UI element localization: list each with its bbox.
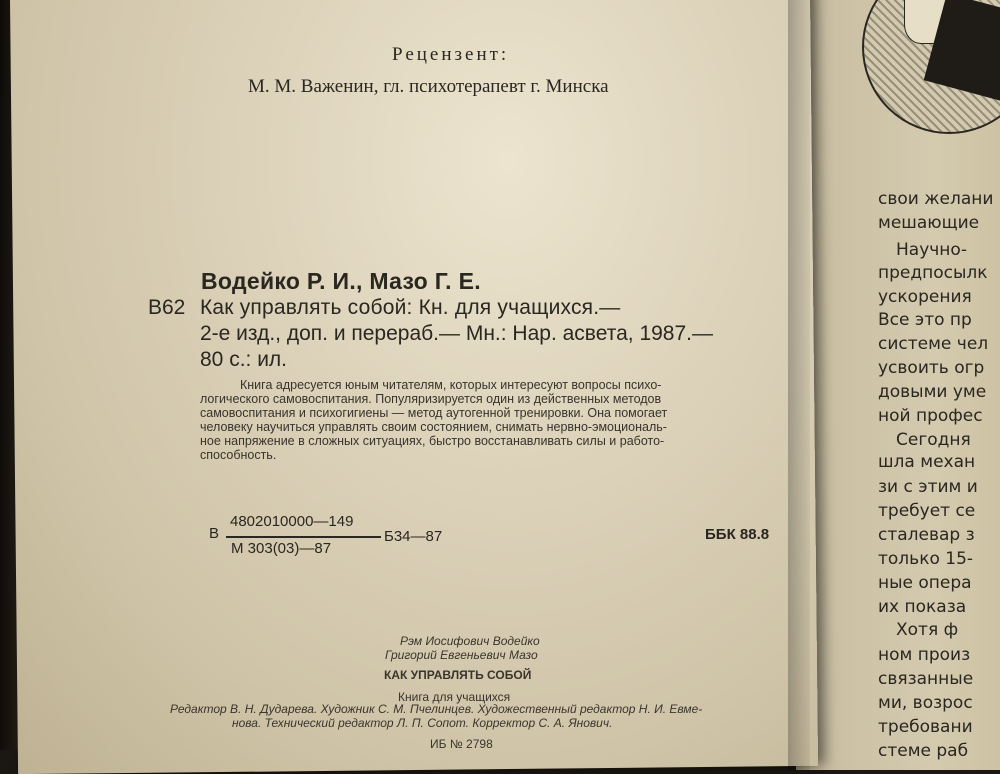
- abstract-line: самовоспитания и психогигиены — метод аутогенной тренировки. Она помогает: [200, 406, 668, 420]
- right-page-line: Хотя ф: [896, 620, 959, 640]
- right-page-line: ные опера: [878, 573, 972, 593]
- right-page-line: мешающие: [878, 213, 980, 233]
- index-suffix: Б34—87: [384, 528, 443, 545]
- right-page-line: свои желани: [878, 189, 994, 209]
- right-page-line: стеме раб: [878, 741, 969, 761]
- right-page-line: предпосылк: [878, 263, 988, 283]
- right-page-line: Научно-: [896, 240, 967, 260]
- right-page-line: ной профес: [878, 406, 983, 426]
- right-page-line: требовани: [878, 717, 973, 737]
- right-page-line: ном произ: [878, 645, 971, 665]
- right-page-line: Все это пр: [878, 310, 972, 330]
- index-denominator: М 303(03)—87: [231, 540, 332, 557]
- abstract-line: логического самовоспитания. Популяризируется один из действенных методов: [200, 392, 662, 406]
- index-numerator: 4802010000—149: [230, 513, 354, 530]
- page-gutter: [788, 0, 810, 770]
- right-page-line: ускорения: [878, 287, 972, 307]
- classification-code: В62: [148, 296, 186, 319]
- imprint-credits-1: Редактор В. Н. Дударева. Художник С. М. Пчелинцев. Художественный редактор Н. И. Евме-: [170, 702, 703, 716]
- imprint-author-2: Григорий Евгеньевич Мазо: [385, 648, 538, 662]
- right-page-line: ми, возрос: [878, 693, 973, 713]
- imprint-credits-2: нова. Технический редактор Л. П. Сопот. Корректор С. А. Янович.: [232, 716, 613, 730]
- reviewer-name: М. М. Важенин, гл. психотерапевт г. Минска: [248, 76, 609, 97]
- right-page-line: усвоить огр: [878, 358, 985, 378]
- abstract-line: способность.: [200, 448, 277, 462]
- bibliographic-line-3: 80 с.: ил.: [200, 348, 288, 371]
- fraction-line: [226, 536, 381, 538]
- right-page-line: зи с этим и: [878, 477, 978, 497]
- right-page-line: довыми уме: [878, 382, 987, 402]
- imprint-title: КАК УПРАВЛЯТЬ СОБОЙ: [384, 668, 532, 682]
- right-page-line: требует се: [878, 501, 976, 521]
- imprint-author-1: Рэм Иосифович Водейко: [400, 634, 540, 648]
- right-page-line: Сегодня: [896, 430, 971, 450]
- bibliographic-line-1: Как управлять собой: Кн. для учащихся.—: [200, 296, 621, 319]
- right-page-line: их показа: [878, 597, 967, 617]
- imprint-ib-number: ИБ № 2798: [430, 737, 493, 751]
- index-letter: В: [209, 525, 220, 542]
- abstract-line: Книга адресуется юным читателям, которых интересуют вопросы психо-: [240, 378, 662, 392]
- authors-line: Водейко Р. И., Мазо Г. Е.: [201, 268, 481, 294]
- bbk-code: ББК 88.8: [705, 526, 770, 543]
- abstract-line: ное напряжение в сложных ситуациях, быстро восстанавливать силы и работо-: [200, 434, 665, 448]
- bibliographic-line-2: 2-е изд., доп. и перераб.— Мн.: Нар. асвета, 1987.—: [200, 322, 713, 345]
- right-page-line: шла механ: [878, 452, 976, 472]
- right-page-line: только 15-: [878, 549, 974, 569]
- reviewer-heading: Рецензент:: [392, 44, 510, 65]
- imprint-kind: Книга для учащихся: [398, 690, 511, 704]
- right-page-line: связанные: [878, 669, 974, 689]
- right-page-line: сталевар з: [878, 525, 975, 545]
- abstract-line: человеку научиться управлять своим состоянием, снимать нервно-эмоциональ-: [200, 420, 667, 434]
- right-page-line: системе чел: [878, 334, 989, 354]
